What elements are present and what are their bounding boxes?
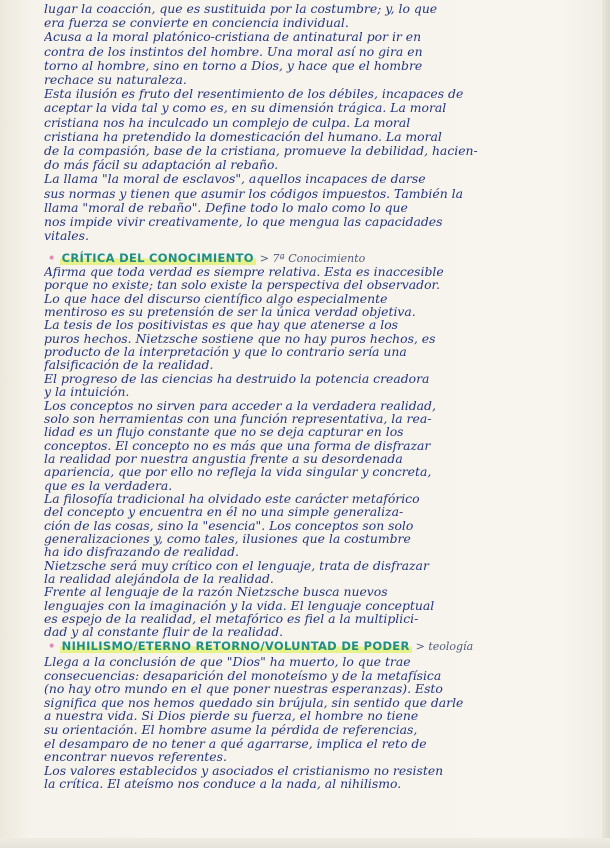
heading-note: > 7ª Conocimiento [259,252,366,265]
text-line: Llega a la conclusión de que "Dios" ha muerto, lo que trae [44,655,411,669]
text-line: aceptar la vida tal y como es, en su dimensión trágica. La moral [44,101,447,116]
text-line: El progreso de las ciencias ha destruido la potencia creadora [44,371,430,386]
text-line: lugar la coacción, que es sustituida por la costumbre; y, lo que [44,2,438,16]
text-line: y la intuición. [44,385,130,400]
text-line: porque no existe; tan solo existe la perspectiva del observador. [44,278,441,293]
text-line: lidad es un flujo constante que no se deja capturar en los [44,425,404,440]
page-edge [602,0,610,848]
text-line: conceptos. El concepto no es más que una forma de disfrazar [44,438,431,453]
heading-title: NIHILISMO/ETERNO RETORNO/VOLUNTAD DE PODER [61,639,410,653]
text-line: vitales. [44,229,89,244]
text-line: Nietzsche será muy crítico con el lenguaje, trata de disfrazar [44,558,429,573]
text-line: lenguajes con la imaginación y la vida. El lenguaje conceptual [44,598,435,613]
text-line: (no hay otro mundo en el que poner nuestras esperanzas). Esto [44,682,443,697]
heading-note: > teología [415,640,474,653]
text-line: dad y al constante fluir de la realidad. [44,625,284,640]
text-line: Lo que hace del discurso científico algo especialmente [44,291,388,306]
text-line: la realidad alejándola de la realidad. [44,572,274,587]
text-line: torno al hombre, sino en torno a Dios, y hace que el hombre [44,58,423,73]
text-line: consecuencias: desaparición del monoteísmo y de la metafísica [44,668,442,683]
text-line: La filosofía tradicional ha olvidado este carácter metafórico [44,491,420,506]
text-line: a nuestra vida. Si Dios pierde su fuerza, el hombre no tiene [44,709,419,724]
text-line: su orientación. El hombre asume la pérdida de referencias, [44,723,418,737]
text-line: del concepto y encuentra en él no una simple generaliza- [44,505,404,520]
text-line: mentiroso es su pretensión de ser la única verdad objetiva. [44,305,416,320]
heading-title: CRÍTICA DEL CONOCIMIENTO [61,251,254,265]
text-line: falsificación de la realidad. [44,358,214,373]
text-line: cristiana nos ha inculcado un complejo de culpa. La moral [44,115,411,130]
text-line: la realidad por nuestra angustia frente a su desordenada [44,451,403,466]
text-line: La llama "la moral de esclavos", aquellos incapaces de darse [44,172,426,187]
bullet-dot: • [48,639,56,653]
text-line: Los conceptos no sirven para acceder a la verdadera realidad, [44,398,436,413]
text-line: el desamparo de no tener a qué agarrarse, implica el reto de [44,736,427,751]
text-line: do más fácil su adaptación al rebaño. [44,158,279,173]
text-line: producto de la interpretación y que lo contrario sería una [44,345,407,360]
text-line: rechace su naturaleza. [44,73,187,87]
text-line: significa que nos hemos quedado sin brújula, sin sentido que darle [44,695,464,710]
text-line: nos impide vivir creativamente, lo que mengua las capacidades [44,215,443,229]
text-line: Afirma que toda verdad es siempre relativa. Esta es inaccesible [44,265,444,279]
bullet-dot: • [48,251,56,265]
text-line: Acusa a la moral platónico-cristiana de antinatural por ir en [44,30,422,45]
text-line: ción de las cosas, sino la "esencia". Los conceptos son solo [44,518,414,533]
text-line: sus normas y tienen que asumir los códigos impuestos. También la [44,186,463,201]
heading-nihilismo [48,639,473,653]
heading-critica-conocimiento [48,251,365,265]
text-line: es espejo de la realidad, el metafórico es fiel a la multiplici- [44,612,419,627]
text-line: apariencia, que por ello no refleja la vida singular y concreta, [44,465,432,480]
text-line: ha ido disfrazando de realidad. [44,545,239,560]
text-line: solo son herramientas con una función representativa, la rea- [44,411,432,426]
text-line: era fuerza se convierte en conciencia individual. [44,16,349,31]
page-bottom-edge [0,838,610,848]
text-line: puros hechos. Nietzsche sostiene que no hay puros hechos, es [44,331,436,346]
text-line: la crítica. El ateísmo nos conduce a la nada, al nihilismo. [44,777,402,792]
text-line: Esta ilusión es fruto del resentimiento de los débiles, incapaces de [44,87,464,102]
text-line: Los valores establecidos y asociados el cristianismo no resisten [44,763,444,778]
text-line: generalizaciones y, como tales, ilusiones que la costumbre [44,532,411,546]
text-line: de la compasión, base de la cristiana, promueve la debilidad, hacien- [44,144,478,158]
text-line: Frente al lenguaje de la razón Nietzsche busca nuevos [44,585,388,600]
text-line: que es la verdadera. [44,478,173,493]
text-line: llama "moral de rebaño". Define todo lo malo como lo que [44,200,408,215]
text-line: La tesis de los positivistas es que hay que atenerse a los [44,318,399,333]
text-line: encontrar nuevos referentes. [44,750,227,765]
text-line: cristiana ha pretendido la domesticación del humano. La moral [44,129,442,144]
text-line: contra de los instintos del hombre. Una moral así no gira en [44,44,423,59]
